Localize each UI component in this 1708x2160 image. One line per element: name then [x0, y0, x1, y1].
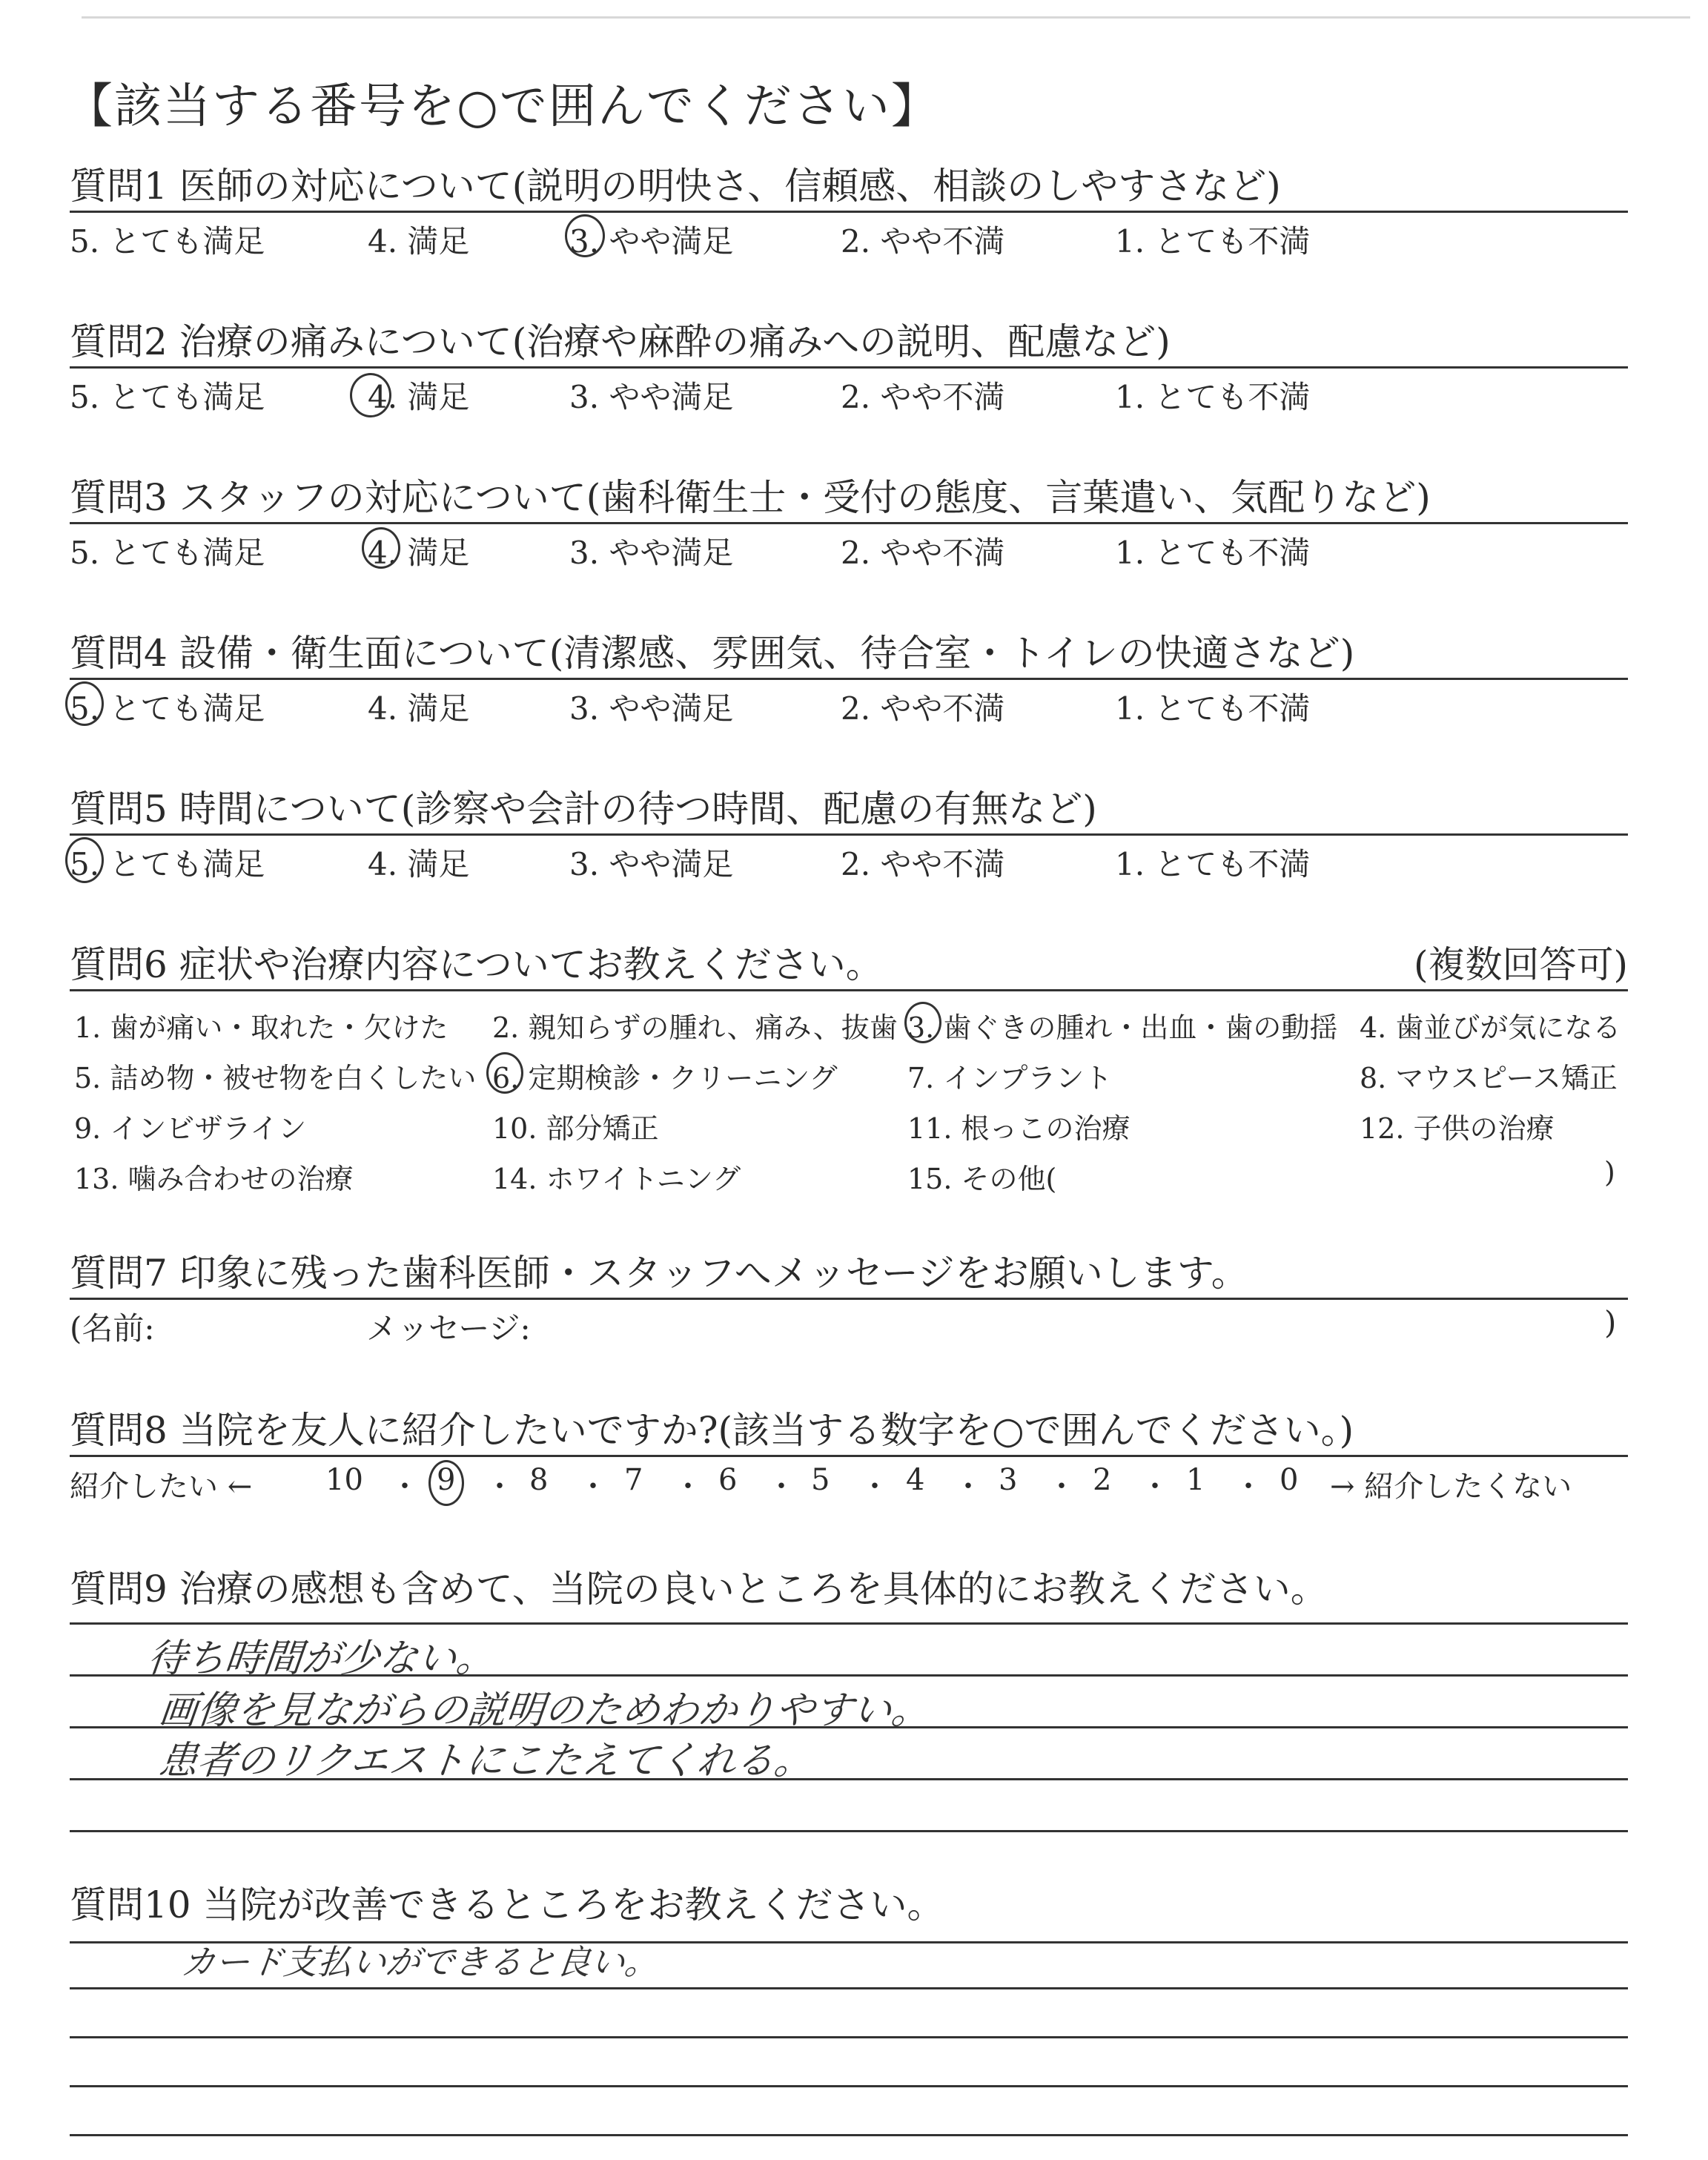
option-5[interactable]: 5. とても満足	[70, 223, 265, 260]
question-2	[70, 317, 1628, 413]
option-3[interactable]: 3. やや満足	[569, 690, 734, 727]
option-1[interactable]: 1. とても不満	[1115, 535, 1311, 571]
scale-dot: ・	[578, 1470, 608, 1504]
scale-dot: ・	[860, 1470, 890, 1504]
symptom-15[interactable]: 15. その他(	[907, 1163, 1057, 1195]
answer-line	[70, 1830, 1628, 1832]
scale-6[interactable]: 6	[718, 1463, 738, 1497]
question-8	[70, 1406, 1628, 1505]
symptom-1[interactable]: 1. 歯が痛い・取れた・欠けた	[74, 1011, 448, 1044]
answer-line	[70, 2085, 1628, 2087]
selected-circle	[65, 681, 104, 726]
symptom-6[interactable]: 6. 定期検診・クリーニング	[492, 1062, 838, 1094]
symptom-13[interactable]: 13. 噛み合わせの治療	[74, 1163, 354, 1195]
answer-line	[70, 2134, 1628, 2136]
name-label: (名前:	[70, 1310, 155, 1347]
selected-circle	[486, 1052, 523, 1094]
selected-circle	[350, 373, 391, 417]
scale-dot: ・	[390, 1470, 420, 1504]
answer-line	[70, 1987, 1628, 1989]
symptom-14[interactable]: 14. ホワイトニング	[492, 1163, 741, 1195]
option-5[interactable]: 5. とても満足	[70, 846, 265, 882]
question-title: 質問5 時間について(診察や会計の待つ時間、配慮の有無など)	[70, 787, 1097, 830]
option-4[interactable]: 4. 満足	[368, 223, 470, 260]
option-4[interactable]: 4. 満足	[368, 535, 470, 571]
option-2[interactable]: 2. やや不満	[841, 690, 1005, 727]
question-label: 質問6 症状や治療内容についてお教えください。	[70, 943, 883, 986]
option-3[interactable]: 3. やや満足	[569, 535, 734, 571]
question-6	[70, 940, 1628, 1199]
scale-8[interactable]: 8	[529, 1463, 549, 1497]
question-9	[70, 1565, 1628, 1614]
question-7	[70, 1249, 1628, 1347]
question-10	[70, 1880, 1628, 1929]
question-title: 質問3 スタッフの対応について(歯科衛生士・受付の態度、言葉遣い、気配りなど)	[70, 476, 1431, 519]
option-3[interactable]: 3. やや満足	[569, 379, 734, 415]
symptom-9[interactable]: 9. インビザライン	[74, 1112, 307, 1145]
scale-right-label: → 紹介したくない	[1330, 1470, 1572, 1504]
rating-options	[70, 213, 1628, 260]
symptom-4[interactable]: 4. 歯並びが気になる	[1360, 1011, 1621, 1044]
selected-circle	[428, 1460, 464, 1506]
message-row	[70, 1300, 1628, 1347]
option-2[interactable]: 2. やや不満	[841, 223, 1005, 260]
option-5[interactable]: 5. とても満足	[70, 690, 265, 727]
question-1	[70, 162, 1628, 260]
rating-options	[70, 836, 1628, 880]
option-4[interactable]: 4. 満足	[368, 379, 470, 415]
option-3[interactable]: 3. やや満足	[569, 846, 734, 882]
top-border	[82, 16, 1690, 19]
close-paren: )	[1604, 1304, 1617, 1341]
selected-circle	[904, 1002, 941, 1043]
rating-options	[70, 524, 1628, 569]
scale-1[interactable]: 1	[1186, 1463, 1205, 1497]
question-title: 質問8 当院を友人に紹介したいですか?(該当する数字を○で囲んでください。)	[70, 1409, 1354, 1452]
question-title: 質問1 医師の対応について(説明の明快さ、信頼感、相談のしやすさなど)	[70, 165, 1281, 208]
question-3	[70, 473, 1628, 569]
other-close-paren: )	[1604, 1156, 1615, 1189]
option-2[interactable]: 2. やや不満	[841, 379, 1005, 415]
option-5[interactable]: 5. とても満足	[70, 379, 265, 415]
selected-circle	[65, 837, 104, 883]
option-1[interactable]: 1. とても不満	[1115, 379, 1311, 415]
symptom-options	[70, 991, 1628, 1199]
symptom-7[interactable]: 7. インプラント	[907, 1062, 1113, 1094]
scale-left-label: 紹介したい ←	[70, 1470, 253, 1504]
scale-4[interactable]: 4	[906, 1463, 925, 1497]
question-title: 質問4 設備・衛生面について(清潔感、雰囲気、待合室・トイレの快適さなど)	[70, 632, 1355, 675]
selected-circle	[565, 214, 605, 257]
symptom-11[interactable]: 11. 根っこの治療	[907, 1112, 1131, 1145]
question-title: 質問7 印象に残った歯科医師・スタッフへメッセージをお願いします。	[70, 1252, 1248, 1295]
form-title: 【該当する番号を○で囲んでください】	[65, 79, 940, 134]
multi-answer-note: (複数回答可)	[1413, 943, 1628, 986]
question-5	[70, 785, 1628, 880]
option-4[interactable]: 4. 満足	[368, 690, 470, 727]
symptom-2[interactable]: 2. 親知らずの腫れ、痛み、抜歯	[492, 1011, 898, 1044]
handwritten-answer: 患者のリクエストにこたえてくれる。	[156, 1739, 815, 1783]
answer-line	[70, 2036, 1628, 2038]
option-2[interactable]: 2. やや不満	[841, 535, 1005, 571]
symptom-3[interactable]: 3. 歯ぐきの腫れ・出血・歯の動揺	[907, 1011, 1338, 1044]
scale-5[interactable]: 5	[811, 1463, 830, 1497]
option-4[interactable]: 4. 満足	[368, 846, 470, 882]
rating-options	[70, 369, 1628, 413]
scale-dot: ・	[485, 1470, 514, 1504]
symptom-12[interactable]: 12. 子供の治療	[1360, 1112, 1555, 1145]
scale-7[interactable]: 7	[624, 1463, 643, 1497]
symptom-8[interactable]: 8. マウスピース矯正	[1360, 1062, 1618, 1094]
option-2[interactable]: 2. やや不満	[841, 846, 1005, 882]
scale-dot: ・	[673, 1470, 703, 1504]
option-1[interactable]: 1. とても不満	[1115, 690, 1311, 727]
option-1[interactable]: 1. とても不満	[1115, 223, 1311, 260]
scale-0[interactable]: 0	[1280, 1463, 1299, 1497]
scale-dot: ・	[953, 1470, 983, 1504]
scale-dot: ・	[1047, 1470, 1076, 1504]
symptom-10[interactable]: 10. 部分矯正	[492, 1112, 659, 1145]
question-title: 質問2 治療の痛みについて(治療や麻酔の痛みへの説明、配慮など)	[70, 320, 1171, 363]
answer-line	[70, 1622, 1628, 1625]
question-4	[70, 629, 1628, 727]
handwritten-answer: 待ち時間が少ない。	[145, 1636, 497, 1681]
rating-options	[70, 680, 1628, 727]
option-5[interactable]: 5. とても満足	[70, 535, 265, 571]
scale-3[interactable]: 3	[999, 1463, 1018, 1497]
scale-10[interactable]: 10	[325, 1463, 363, 1497]
symptom-5[interactable]: 5. 詰め物・被せ物を白くしたい	[74, 1062, 477, 1094]
scale-dot: ・	[1234, 1470, 1263, 1504]
scale-dot: ・	[1140, 1470, 1170, 1504]
option-1[interactable]: 1. とても不満	[1115, 846, 1311, 882]
scale-2[interactable]: 2	[1093, 1463, 1112, 1497]
question-title	[70, 940, 1628, 989]
scale-dot: ・	[767, 1470, 796, 1504]
scale-9[interactable]: 9	[437, 1463, 456, 1497]
recommend-scale	[70, 1457, 1628, 1505]
handwritten-answer: 画像を見ながらの説明のためわかりやすい。	[156, 1688, 933, 1733]
message-label: メッセージ:	[366, 1310, 531, 1347]
selected-circle	[362, 527, 400, 569]
question-title: 質問9 治療の感想も含めて、当院の良いところを具体的にお教えください。	[70, 1568, 1328, 1611]
question-title: 質問10 当院が改善できるところをお教えください。	[70, 1883, 944, 1926]
handwritten-answer: カード支払いができると良い。	[179, 1942, 661, 1982]
option-3[interactable]: 3. やや満足	[569, 223, 734, 260]
